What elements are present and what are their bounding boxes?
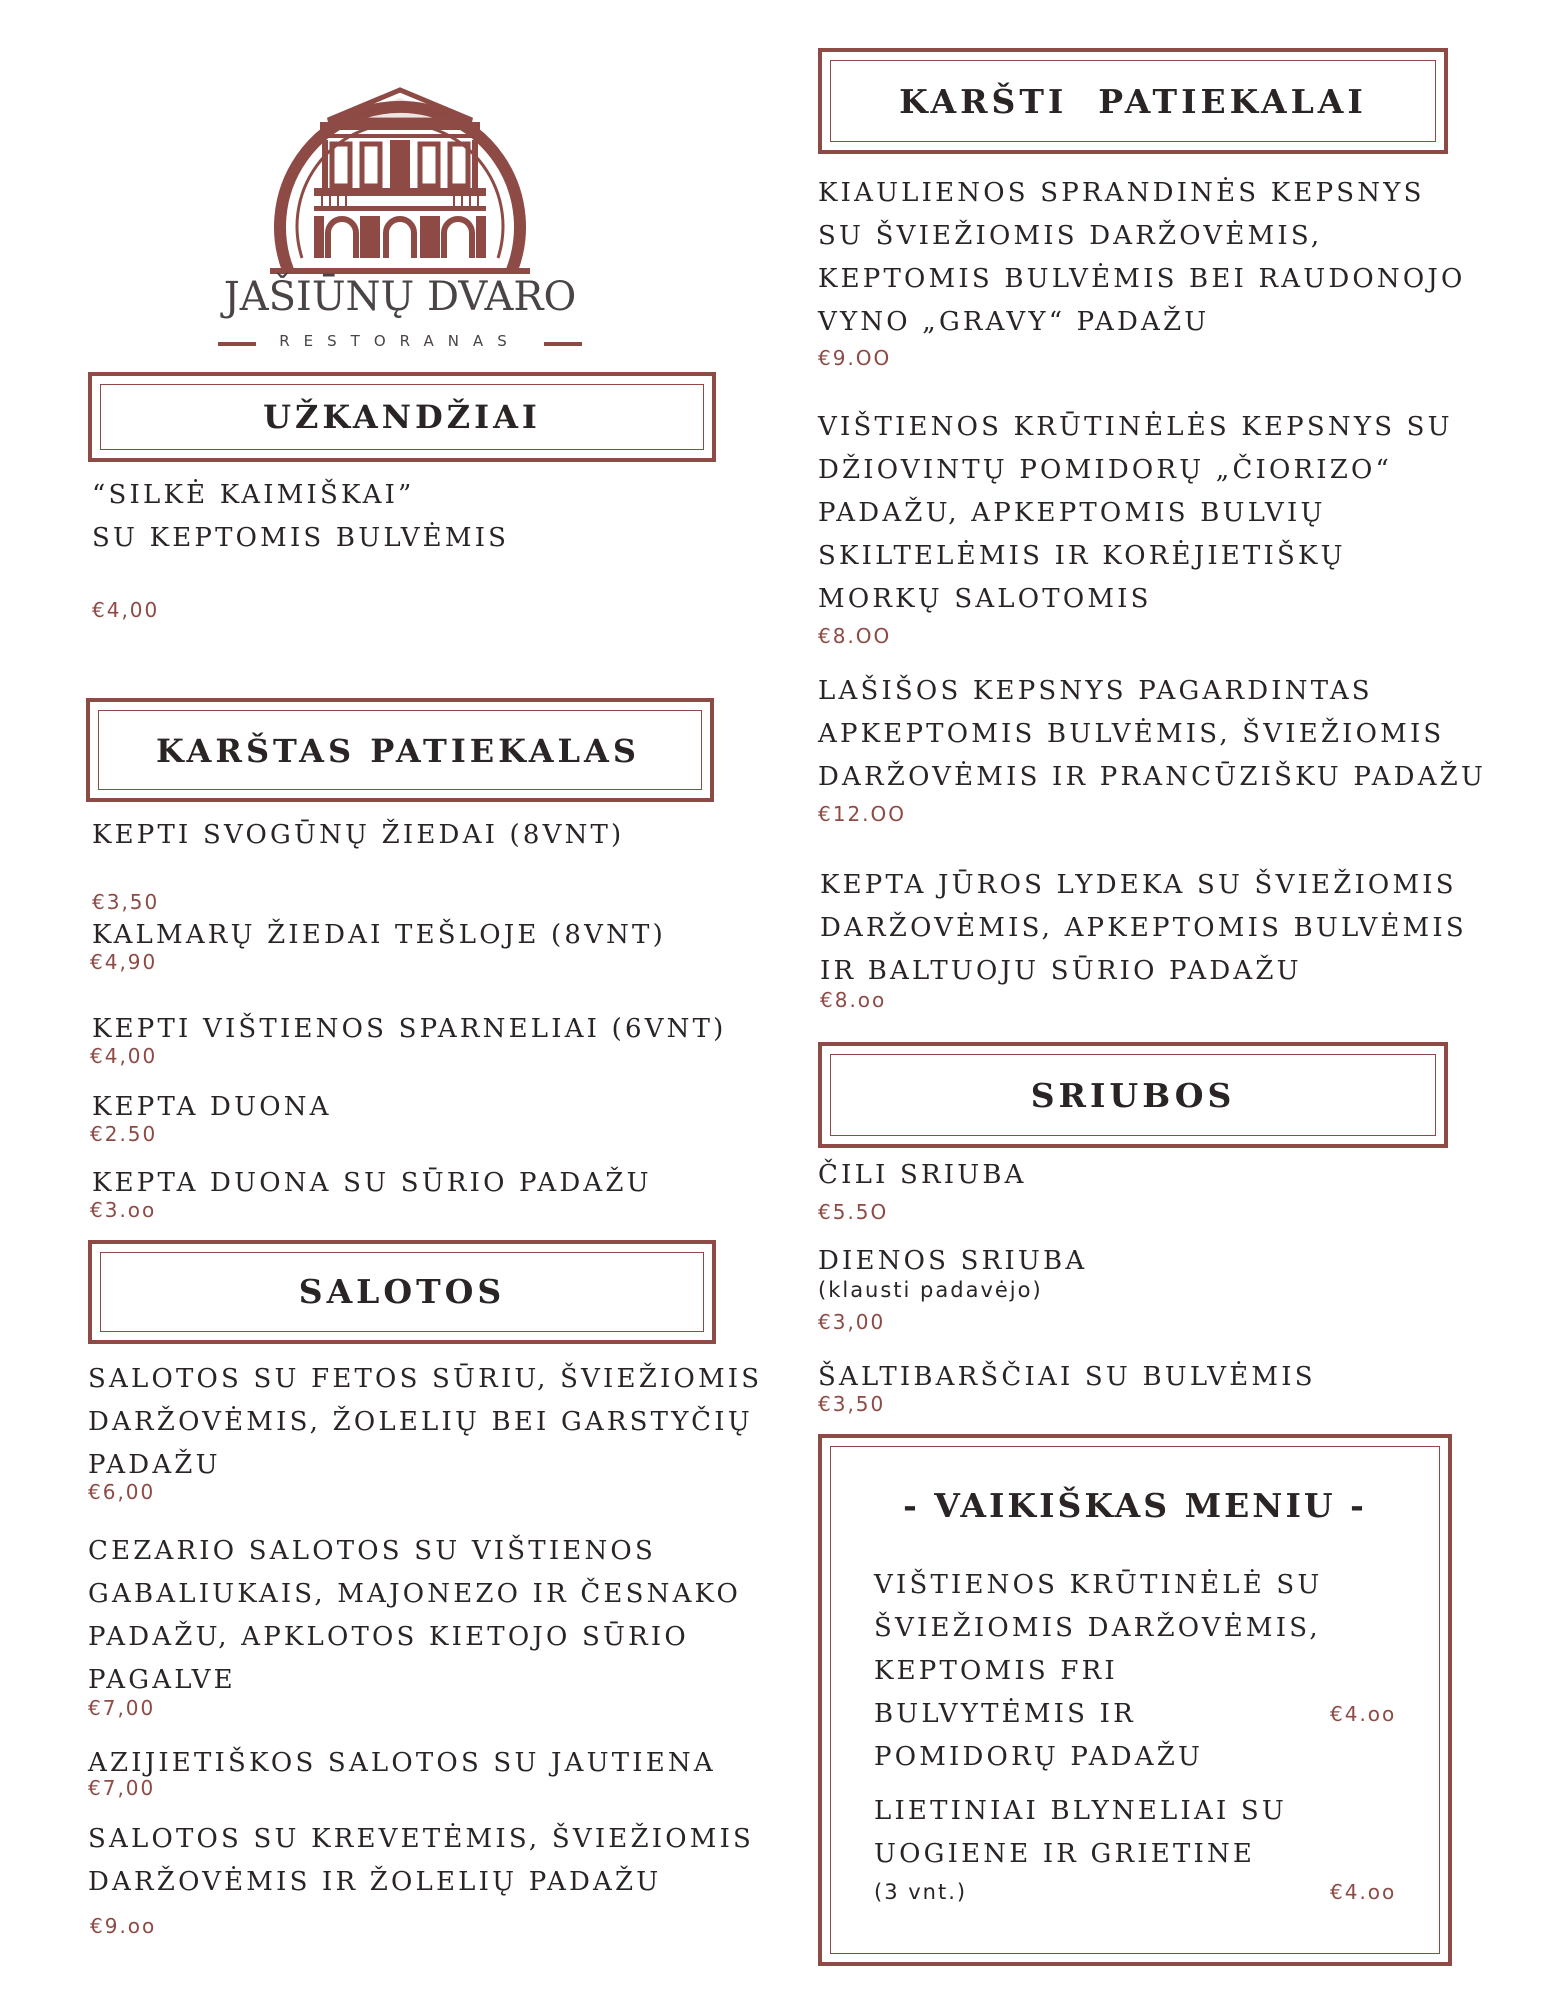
price-kepta-duona: €2.50 — [90, 1122, 158, 1146]
menu-item-cili: ČILI SRIUBA — [818, 1160, 1027, 1190]
item-line: LAŠIŠOS KEPSNYS PAGARDINTAS — [818, 676, 1373, 706]
section-title-karstas: KARŠTAS PATIEKALAS — [156, 732, 640, 770]
item-line: VYNO „GRAVY“ PADAŽU — [818, 307, 1210, 337]
item-line: DARŽOVĖMIS IR PRANCŪZIŠKU PADAŽU — [818, 762, 1487, 792]
price-kalmaru-ziedai: €4,90 — [90, 950, 158, 974]
item-line: GABALIUKAIS, MAJONEZO IR ČESNAKO — [88, 1579, 741, 1609]
section-title-karsti: KARŠTI PATIEKALAI — [899, 82, 1367, 121]
logo-rule-right — [544, 342, 582, 346]
price-kiaulienos: €9.OO — [818, 346, 892, 370]
item-line: LIETINIAI BLYNELIAI SU — [874, 1796, 1288, 1826]
menu-item-vistienos-kepsnys — [818, 406, 1453, 621]
section-title-uzkandziai: UŽKANDŽIAI — [263, 398, 541, 436]
price-cili: €5.5O — [818, 1200, 889, 1224]
item-line: DARŽOVĖMIS, ŽOLELIŲ BEI GARSTYČIŲ — [88, 1407, 753, 1437]
menu-item-salotos-fetos — [88, 1358, 762, 1487]
item-line: KEPTA JŪROS LYDEKA SU ŠVIEŽIOMIS — [820, 870, 1457, 900]
menu-item-kiaulienos — [818, 172, 1466, 344]
item-line: KIAULIENOS SPRANDINĖS KEPSNYS — [818, 178, 1425, 208]
menu-item-azijietiskos: AZIJIETIŠKOS SALOTOS SU JAUTIENA — [88, 1748, 716, 1778]
item-line: APKEPTOMIS BULVĖMIS, ŠVIEŽIOMIS — [818, 719, 1445, 749]
item-line: SALOTOS SU KREVETĖMIS, ŠVIEŽIOMIS — [88, 1824, 755, 1854]
section-title-sriubos: SRIUBOS — [1030, 1076, 1236, 1115]
item-line: MORKŲ SALOTOMIS — [818, 584, 1152, 614]
item-line: PADAŽU, APKEPTOMIS BULVIŲ — [818, 498, 1326, 528]
item-line: ŠVIEŽIOMIS DARŽOVĖMIS, — [874, 1613, 1321, 1643]
item-line: KEPTOMIS BULVĖMIS BEI RAUDONOJO — [818, 264, 1466, 294]
menu-item-kids-blyneliai — [874, 1790, 1287, 1876]
section-title-vaikiskas: - VAIKIŠKAS MENIU - — [903, 1486, 1367, 1525]
item-line: SU KEPTOMIS BULVĖMIS — [92, 523, 510, 553]
price-azijietiskos: €7,00 — [88, 1776, 156, 1800]
item-line: PADAŽU, APKLOTOS KIETOJO SŪRIO — [88, 1622, 689, 1652]
price-kids-blyneliai: €4.oo — [1330, 1880, 1397, 1904]
menu-item-cezario — [88, 1530, 741, 1702]
item-line: PAGALVE — [88, 1665, 236, 1695]
price-silke: €4,00 — [92, 598, 160, 622]
item-line: KEPTOMIS FRI — [874, 1656, 1118, 1686]
item-line: “SILKĖ KAIMIŠKAI” — [92, 480, 415, 510]
menu-item-kids-vistienos — [874, 1564, 1322, 1779]
logo-subtitle-row — [218, 332, 582, 356]
price-salotos-fetos: €6,00 — [88, 1480, 156, 1504]
note-dienos-sriuba: (klausti padavėjo) — [818, 1278, 1043, 1302]
section-header-salotos — [88, 1240, 716, 1344]
logo-rule-left — [218, 342, 256, 346]
item-line: SKILTELĖMIS IR KORĖJIETIŠKŲ — [818, 541, 1346, 571]
section-header-uzkandziai — [88, 372, 716, 462]
menu-item-sparneliai: KEPTI VIŠTIENOS SPARNELIAI (6VNT) — [92, 1014, 727, 1044]
price-vistienos-kepsnys: €8.OO — [818, 624, 892, 648]
price-krevetemis: €9.oo — [90, 1914, 157, 1938]
item-line: VIŠTIENOS KRŪTINĖLĖ SU — [874, 1570, 1323, 1600]
price-saltibarsciai: €3,50 — [818, 1392, 886, 1416]
price-dienos-sriuba: €3,00 — [818, 1310, 886, 1334]
price-lasisos: €12.OO — [818, 802, 907, 826]
item-line: PADAŽU — [88, 1450, 221, 1480]
menu-item-saltibarsciai: ŠALTIBARŠČIAI SU BULVĖMIS — [818, 1362, 1316, 1392]
price-svogunu-ziedai: €3,50 — [92, 890, 160, 914]
item-line: CEZARIO SALOTOS SU VIŠTIENOS — [88, 1536, 656, 1566]
menu-item-lydeka — [820, 864, 1467, 993]
menu-item-lasisos — [818, 670, 1486, 799]
menu-item-silke — [92, 474, 509, 560]
section-header-karstas — [86, 698, 714, 802]
price-lydeka: €8.oo — [820, 988, 887, 1012]
restaurant-logo — [210, 48, 590, 358]
item-line: DŽIOVINTŲ POMIDORŲ „ČIORIZO“ — [818, 455, 1393, 485]
item-line: UOGIENE IR GRIETINE — [874, 1839, 1256, 1869]
item-line: SU ŠVIEŽIOMIS DARŽOVĖMIS, — [818, 221, 1323, 251]
item-line: VIŠTIENOS KRŪTINĖLĖS KEPSNYS SU — [818, 412, 1453, 442]
logo-subtitle: RESTORANAS — [279, 332, 521, 350]
price-sparneliai: €4,00 — [90, 1044, 158, 1068]
menu-item-kepta-duona-surio: KEPTA DUONA SU SŪRIO PADAŽU — [92, 1168, 652, 1198]
section-header-sriubos — [818, 1042, 1448, 1148]
item-line: DARŽOVĖMIS, APKEPTOMIS BULVĖMIS — [820, 913, 1467, 943]
note-kids-blyneliai: (3 vnt.) — [874, 1880, 968, 1904]
section-title-salotos: SALOTOS — [298, 1272, 506, 1311]
menu-item-dienos-sriuba: DIENOS SRIUBA — [818, 1246, 1088, 1276]
price-kids-vistienos: €4.oo — [1330, 1702, 1397, 1726]
logo-name: JAŠIŪNŲ DVARO — [223, 274, 577, 320]
item-line: DARŽOVĖMIS IR ŽOLELIŲ PADAŽU — [88, 1867, 662, 1897]
menu-item-kepta-duona: KEPTA DUONA — [92, 1092, 332, 1122]
section-header-karsti — [818, 48, 1448, 154]
price-cezario: €7,00 — [88, 1696, 156, 1720]
item-line: SALOTOS SU FETOS SŪRIU, ŠVIEŽIOMIS — [88, 1364, 763, 1394]
item-line: POMIDORŲ PADAŽU — [874, 1742, 1204, 1772]
manor-building-icon — [210, 48, 590, 278]
item-line: BULVYTĖMIS IR — [874, 1699, 1136, 1729]
menu-item-svogunu-ziedai: KEPTI SVOGŪNŲ ŽIEDAI (8VNT) — [92, 820, 625, 850]
menu-item-kalmaru-ziedai: KALMARŲ ŽIEDAI TEŠLOJE (8VNT) — [92, 920, 666, 950]
item-line: IR BALTUOJU SŪRIO PADAŽU — [820, 956, 1302, 986]
price-kepta-duona-surio: €3.oo — [90, 1198, 157, 1222]
menu-item-krevetemis — [88, 1818, 754, 1904]
